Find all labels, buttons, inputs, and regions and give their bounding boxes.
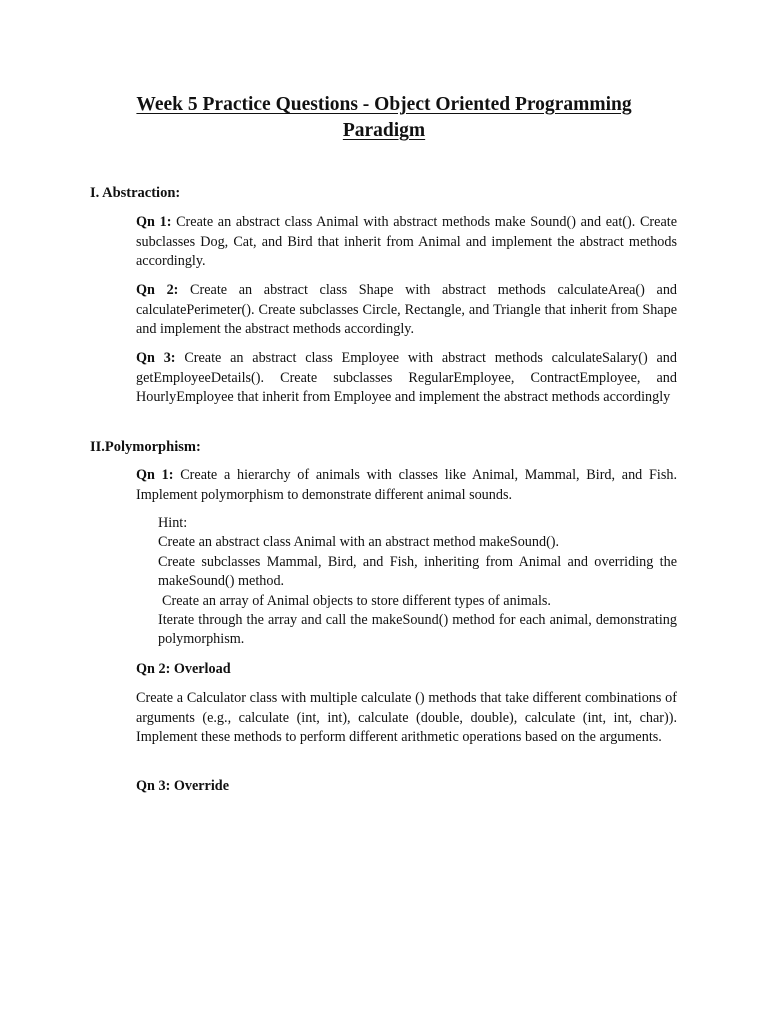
question-text: Create an abstract class Animal with abstract methods make Sound() and eat(). Create subclasses Dog, Cat, and Bird that inherit from Animal and implement the abstract methods accordingly.: [136, 214, 677, 270]
polymorphism-question-1: [136, 466, 677, 505]
question-label: Qn 1:: [136, 467, 174, 483]
hint-block: [158, 514, 677, 650]
question-text: Create an abstract class Employee with abstract methods calculateSalary() and getEmployeeDetails(). Create subclasses RegularEmployee, ContractEmployee, and HourlyEmployee that inherit from Employee and implement the abstract methods accordingly: [136, 350, 677, 406]
question-text: Create a hierarchy of animals with classes like Animal, Mammal, Bird, and Fish. Implement polymorphism to demonstrate different animal sounds.: [136, 467, 678, 503]
question-label: Qn 1:: [136, 214, 172, 230]
question-label: Qn 2:: [136, 282, 179, 298]
abstraction-question-1: [136, 213, 677, 272]
document-title: [110, 92, 658, 144]
hint-line: Create subclasses Mammal, Bird, and Fish, inheriting from Animal and overriding the makeSound() method.: [158, 553, 677, 590]
section-heading-polymorphism: II.Polymorphism:: [90, 439, 201, 455]
hint-line: Create an array of Animal objects to store different types of animals.: [162, 592, 551, 609]
title-line-1: Week 5 Practice Questions - Object Oriented Programming: [136, 94, 632, 115]
polymorphism-question-3-heading: Qn 3: Override: [136, 778, 229, 794]
abstraction-question-2: [136, 281, 677, 340]
question-text: Create an abstract class Shape with abstract methods calculateArea() and calculatePerimeter(). Create subclasses Circle, Rectangle, and Triangle that inherit from Shape and implement the abstract methods accordingly.: [136, 282, 678, 338]
abstraction-question-3: [136, 349, 677, 408]
polymorphism-question-2-heading: Qn 2: Overload: [136, 661, 231, 677]
hint-line: Create an abstract class Animal with an abstract method makeSound().: [158, 534, 560, 551]
question-label: Qn 3:: [136, 350, 176, 366]
polymorphism-question-2-text: Create a Calculator class with multiple calculate () methods that take different combinations of arguments (e.g., calculate (int, int), calculate (double, double), calculate (int, int, char)). Implement these methods to perform different arithmetic operations based on the arguments.: [136, 690, 677, 746]
section-heading-abstraction: I. Abstraction:: [90, 185, 181, 201]
hint-line: Iterate through the array and call the makeSound() method for each animal, demonstrating polymorphism.: [158, 612, 677, 648]
title-line-2: Paradigm: [342, 120, 426, 141]
hint-label: Hint:: [158, 515, 188, 531]
